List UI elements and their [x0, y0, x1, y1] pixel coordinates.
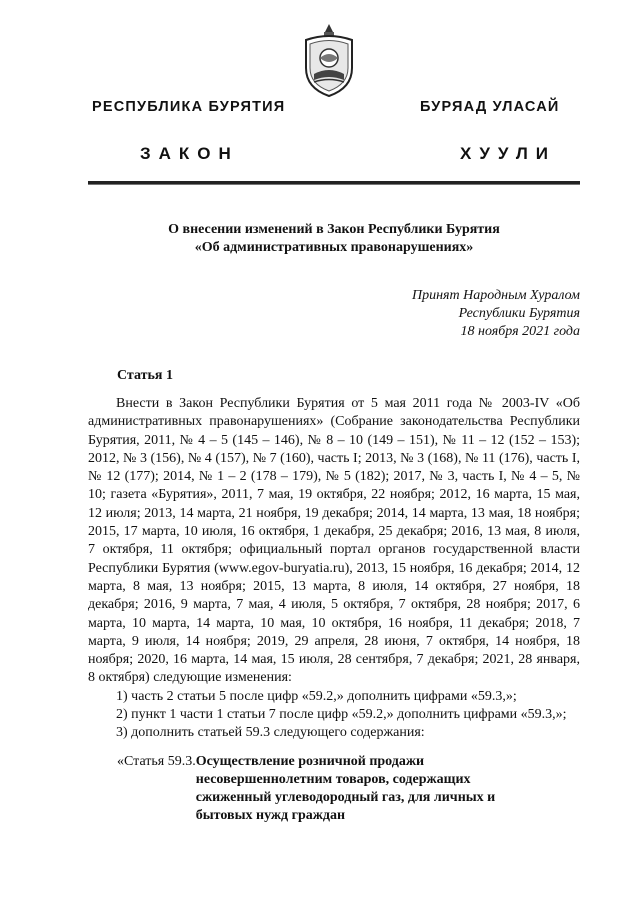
article-body	[88, 395, 580, 743]
new-article-title: Осуществление розничной продажи несовершеннолетним товаров, содержащих сжиженный углеводородный газ, для личных и бытовых нужд граждан	[195, 754, 496, 823]
amendment-item-1: 1) часть 2 статьи 5 после цифр «59.2,» дополнить цифрами «59.3,»;	[116, 688, 517, 704]
republic-name-russian: РЕСПУБЛИКА БУРЯТИЯ	[92, 99, 286, 115]
adoption-line-1: Принят Народным Хуралом	[411, 288, 580, 303]
coat-of-arms-emblem	[300, 22, 358, 98]
new-article-59-3	[117, 753, 526, 825]
adoption-line-2: Республики Бурятия	[458, 306, 580, 321]
republic-name-buryat: БУРЯАД УЛАСАЙ	[420, 99, 560, 115]
header-divider	[88, 181, 580, 185]
adoption-date: 18 ноября 2021 года	[460, 324, 580, 339]
title-line-1: О внесении изменений в Закон Республики Бурятия	[168, 222, 500, 237]
article-heading: Статья 1	[117, 368, 173, 383]
new-article-number: «Статья 59.3.	[117, 754, 196, 769]
adoption-note	[412, 287, 580, 341]
amendment-item-3: 3) дополнить статьей 59.3 следующего содержания:	[116, 725, 425, 741]
document-title	[88, 221, 580, 257]
title-line-2: «Об административных правонарушениях»	[194, 240, 474, 255]
law-label-buryat: ХУУЛИ	[460, 144, 556, 163]
law-label-russian: ЗАКОН	[140, 144, 239, 163]
amendment-item-2: 2) пункт 1 части 1 статьи 7 после цифр «59.2,» дополнить цифрами «59.3,»;	[116, 707, 567, 723]
main-paragraph: Внести в Закон Республики Бурятия от 5 мая 2011 года № 2003-IV «Об административных правонарушениях» (Собрание законодательства Республики Бурятия, 2011, № 4 – 5 (145 – 146), № 8 – 10 (149 – 151), № 11 – 12 (152 – 153); 2012, № 3 (156), № 4 (157), № 7 (160), часть I; 2013, № 3 (168), № 11 (176), часть I, № 12 (177); 2014, № 1 – 2 (178 – 179), № 5 (182); 2017, № 3, часть I, № 4 – 5, № 10; газета «Бурятия», 2011, 7 мая, 19 октября, 22 ноября; 2012, 16 марта, 15 мая, 12 июля; 2013, 14 марта, 21 ноября, 19 декабря; 2014, 14 марта, 13 мая, 18 ноября; 2015, 17 марта, 10 июля, 16 октября, 1 декабря, 25 декабря; 2016, 13 мая, 8 июля, 7 октября, 11 октября; официальный портал органов государственной власти Республики Бурятия (www.egov-buryatia.ru), 2013, 15 ноября, 16 декабря; 2014, 12 марта, 8 мая, 13 ноября; 2015, 13 марта, 8 июля, 14 октября, 27 ноября, 18 декабря; 2016, 9 марта, 7 мая, 4 июля, 5 октября, 7 октября, 28 ноября; 2017, 6 марта, 10 марта, 14 марта, 10 мая, 10 октября, 16 ноября, 11 декабря; 2018, 7 марта, 9 июля, 14 ноября; 2019, 29 апреля, 28 июня, 7 октября, 14 ноября, 18 ноября; 2020, 16 марта, 14 мая, 15 июля, 28 сентября, 7 декабря; 2021, 28 января, 8 октября) следующие изменения:	[88, 396, 580, 686]
